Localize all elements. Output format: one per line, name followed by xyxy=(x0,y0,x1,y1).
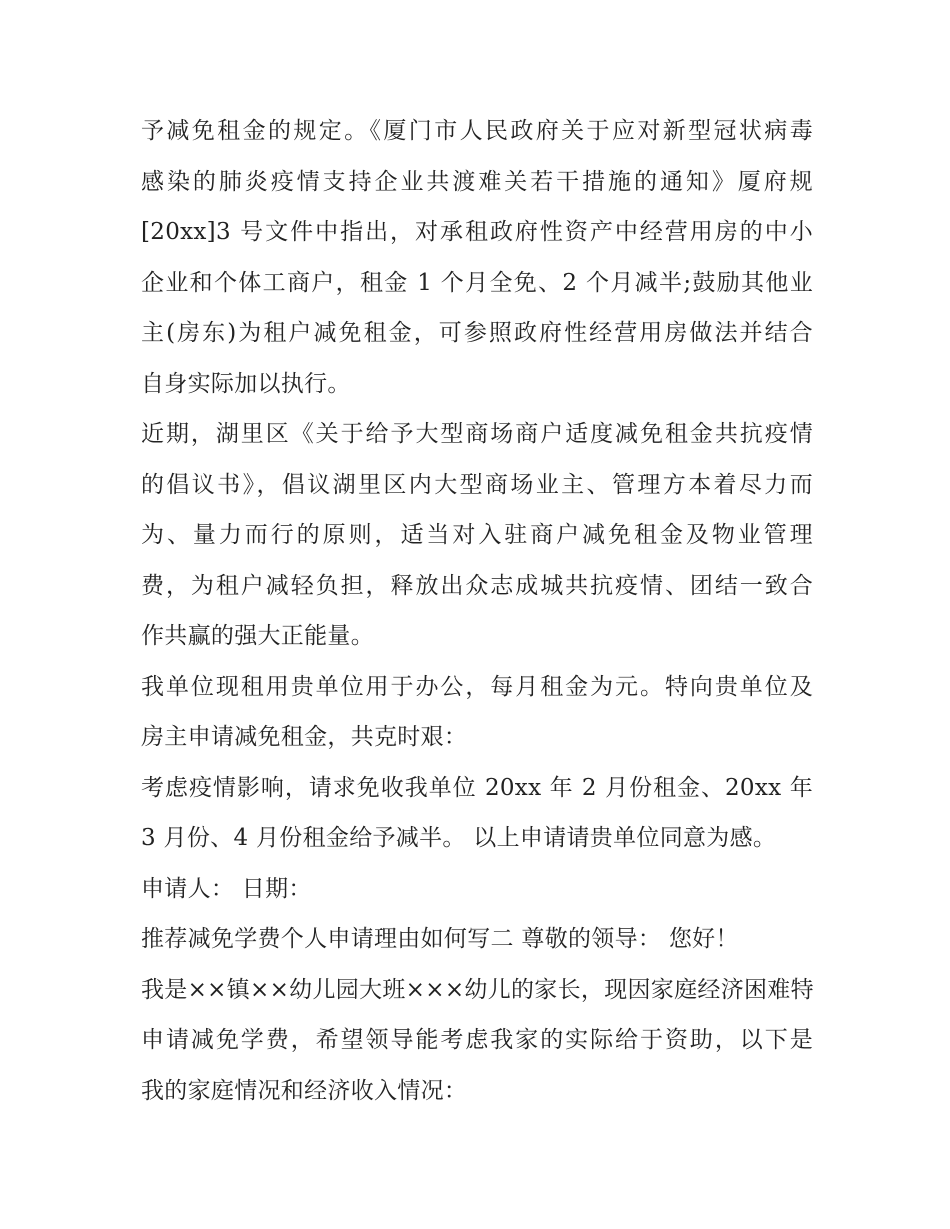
paragraph-request xyxy=(141,763,813,864)
text-line: 予减免租金的规定。《厦门市人民政府关于应对新型冠状病毒 xyxy=(141,118,813,144)
text-line: 我是××镇××幼儿园大班×××幼儿的家长，现因家庭经济困难特 xyxy=(141,976,814,1003)
text-line: 我的家庭情况和经济收入情况： xyxy=(141,1077,468,1104)
text-line: 感染的肺炎疫情支持企业共渡难关若干措施的通知》厦府规 xyxy=(141,168,813,195)
paragraph-tuition-body xyxy=(141,965,813,1117)
text-line: 自身实际加以执行。 xyxy=(141,370,351,397)
text-line: 推荐减免学费个人申请理由如何写二 尊敬的领导： 您好！ xyxy=(141,926,739,952)
paragraph-signature xyxy=(141,864,813,915)
text-line: 近期，湖里区《关于给予大型商场商户适度减免租金共抗疫情 xyxy=(141,421,813,447)
paragraph-rent-regulation xyxy=(141,106,813,409)
text-line: 房主申请减免租金，共克时艰： xyxy=(141,724,468,750)
text-line: 考虑疫情影响，请求免收我单位 20xx 年 2 月份租金、20xx 年 xyxy=(141,774,813,801)
text-line: 作共赢的强大正能量。 xyxy=(141,623,374,649)
paragraph-huli-initiative xyxy=(141,409,813,662)
text-line: 3 月份、4 月份租金给予减半。 以上申请请贵单位同意为感。 xyxy=(141,825,777,851)
text-line: 申请减免学费，希望领导能考虑我家的实际给于资助，以下是 xyxy=(141,1027,813,1053)
paragraph-office-rent xyxy=(141,662,813,763)
text-line: 费，为租户减轻负担，释放出众志成城共抗疫情、团结一致合 xyxy=(141,572,813,599)
text-line: 为、量力而行的原则，适当对入驻商户减免租金及物业管理 xyxy=(141,522,813,548)
paragraph-tuition-heading xyxy=(141,914,813,965)
text-line: 主(房东)为租户减免租金，可参照政府性经营用房做法并结合 xyxy=(141,320,813,346)
text-line: 我单位现租用贵单位用于办公，每月租金为元。特向贵单位及 xyxy=(141,673,813,700)
text-line: 申请人： 日期： xyxy=(141,875,312,902)
text-line: 企业和个体工商户，租金 1 个月全免、2 个月减半;鼓励其他业 xyxy=(141,269,813,296)
text-line: 的倡议书》，倡议湖里区内大型商场业主、管理方本着尽力而 xyxy=(141,471,813,498)
document-body xyxy=(141,106,813,1116)
text-line: [20xx]3 号文件中指出，对承租政府性资产中经营用房的中小 xyxy=(141,219,813,245)
